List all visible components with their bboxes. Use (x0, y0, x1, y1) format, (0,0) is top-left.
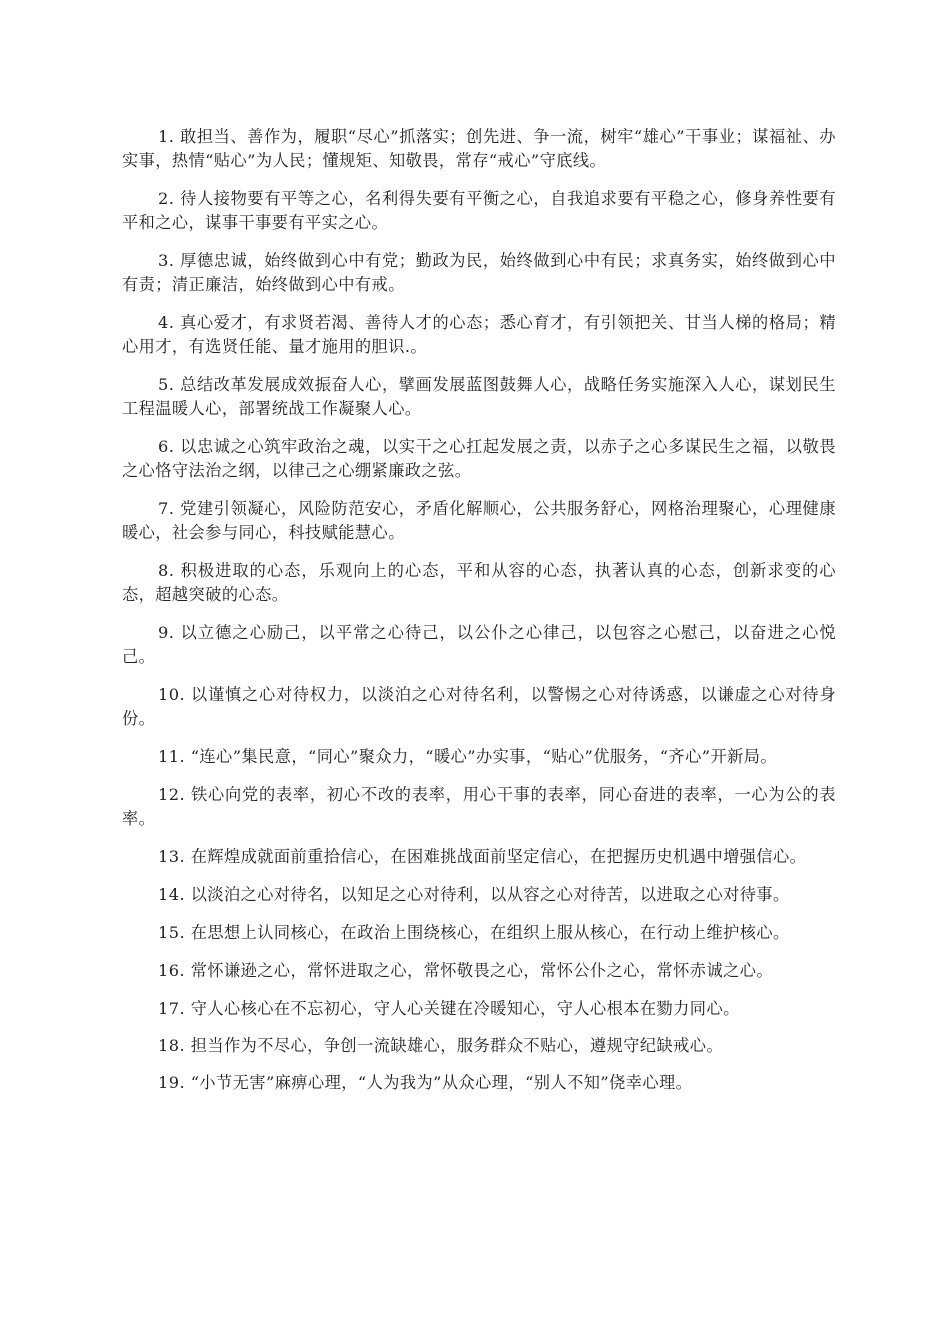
paragraph-3: 3. 厚德忠诚，始终做到心中有党；勤政为民，始终做到心中有民；求真务实，始终做到心中有责；清正廉洁，始终做到心中有戒。 (122, 251, 836, 294)
paragraph-10: 10. 以谨慎之心对待权力，以淡泊之心对待名利，以警惕之心对待诱惑，以谦虚之心对待身份。 (122, 685, 836, 728)
paragraph-1: 1. 敢担当、善作为，履职“尽心”抓落实；创先进、争一流，树牢“雄心”干事业；谋福祉、办实事，热情“贴心”为人民；懂规矩、知敬畏，常存“戒心”守底线。 (122, 127, 836, 170)
paragraph-11: 11. “连心”集民意，“同心”聚众力，“暖心”办实事，“贴心”优服务，“齐心”开新局。 (158, 747, 778, 766)
paragraph-7: 7. 党建引领凝心，风险防范安心，矛盾化解顺心，公共服务舒心，网格治理聚心，心理健康暖心，社会参与同心，科技赋能慧心。 (122, 499, 836, 542)
paragraph-2: 2. 待人接物要有平等之心，名利得失要有平衡之心，自我追求要有平稳之心，修身养性要有平和之心，谋事干事要有平实之心。 (122, 189, 836, 232)
paragraph-18: 18. 担当作为不尽心，争创一流缺雄心，服务群众不贴心，遵规守纪缺戒心。 (158, 1036, 724, 1055)
paragraph-6: 6. 以忠诚之心筑牢政治之魂，以实干之心扛起发展之责，以赤子之心多谋民生之福，以敬畏之心恪守法治之纲，以律己之心绷紧廉政之弦。 (122, 437, 836, 480)
paragraph-13: 13. 在辉煌成就面前重拾信心，在困难挑战面前坚定信心，在把握历史机遇中增强信心。 (158, 847, 807, 866)
paragraph-5: 5. 总结改革发展成效振奋人心，擘画发展蓝图鼓舞人心，战略任务实施深入人心，谋划民生工程温暖人心，部署统战工作凝聚人心。 (122, 375, 836, 418)
paragraph-4: 4. 真心爱才，有求贤若渴、善待人才的心态；悉心育才，有引领把关、甘当人梯的格局；精心用才，有选贤任能、量才施用的胆识.。 (122, 313, 836, 356)
paragraph-15: 15. 在思想上认同核心，在政治上围绕核心，在组织上服从核心，在行动上维护核心。 (158, 923, 790, 942)
paragraph-16: 16. 常怀谦逊之心，常怀进取之心，常怀敬畏之心，常怀公仆之心，常怀赤诚之心。 (158, 961, 773, 980)
paragraph-8: 8. 积极进取的心态，乐观向上的心态，平和从容的心态，执著认真的心态，创新求变的心态，超越突破的心态。 (122, 561, 836, 604)
paragraph-12: 12. 铁心向党的表率，初心不改的表率，用心干事的表率，同心奋进的表率，一心为公的表率。 (122, 785, 836, 828)
paragraph-19: 19. “小节无害”麻痹心理，“人为我为”从众心理，“别人不知”侥幸心理。 (158, 1073, 693, 1092)
paragraph-14: 14. 以淡泊之心对待名，以知足之心对待利，以从容之心对待苦，以进取之心对待事。 (158, 885, 790, 904)
document-body (122, 125, 836, 1108)
paragraph-17: 17. 守人心核心在不忘初心，守人心关键在冷暖知心，守人心根本在勠力同心。 (158, 999, 740, 1018)
paragraph-9: 9. 以立德之心励己，以平常之心待己，以公仆之心律己，以包容之心慰己，以奋进之心悦己。 (122, 623, 836, 666)
